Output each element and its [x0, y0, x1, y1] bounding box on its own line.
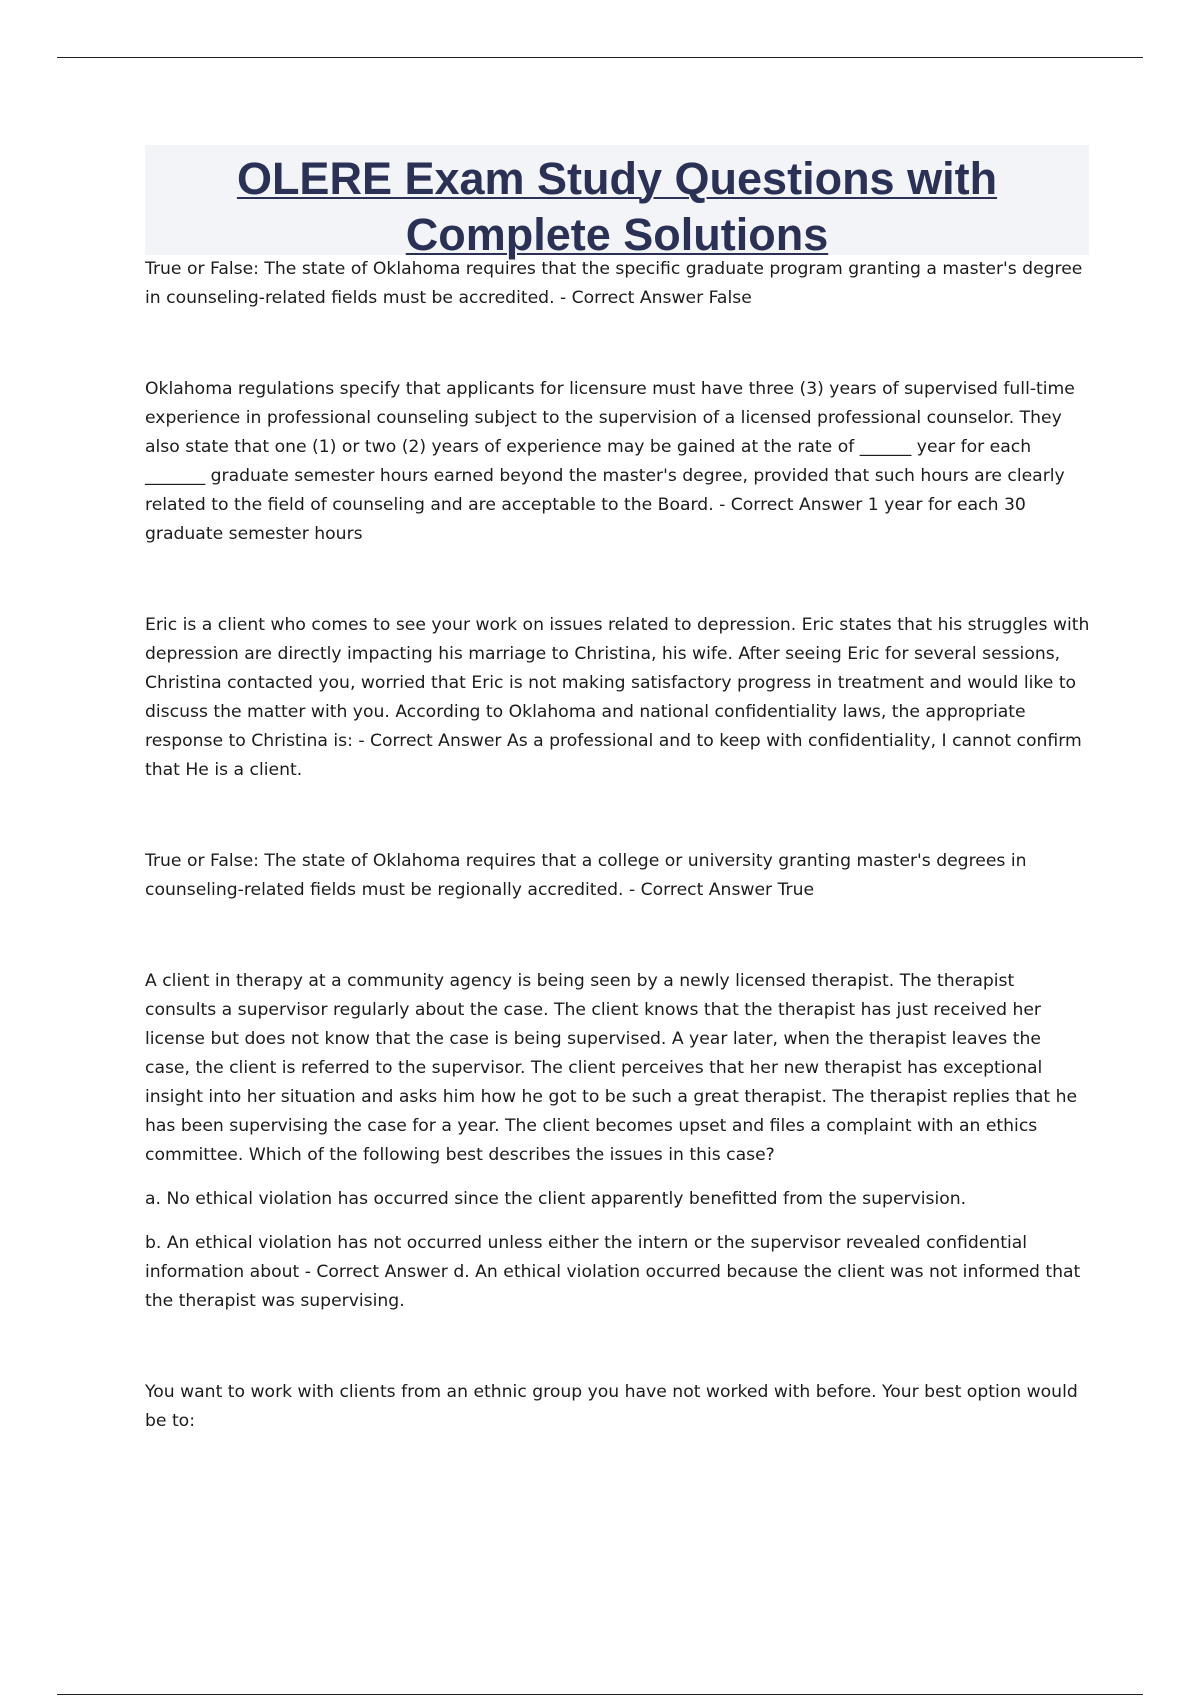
- question-6: You want to work with clients from an ethnic group you have not worked with before. Your best option would be to:: [145, 1382, 1078, 1431]
- question-5-option-a: a. No ethical violation has occurred since the client apparently benefitted from the supervision.: [145, 1189, 967, 1209]
- question-3: Eric is a client who comes to see your work on issues related to depression. Eric states that his struggles with depression are directly impacting his marriage to Christina, his wife. After seeing Eric for several sessions, Christina contacted you, worried that Eric is not making satisfactory progress in treatment and would like to discuss the matter with you. According to Oklahoma and national confidentiality laws, the appropriate response to Christina is: - Correct Answer As a professional and to keep with confidentiality, I cannot confirm that He is a client.: [145, 615, 1090, 780]
- title-banner: [145, 145, 1089, 260]
- question-5: A client in therapy at a community agency is being seen by a newly licensed therapist. The therapist consults a supervisor regularly about the case. The client knows that the therapist has just received her license but does not know that the case is being supervised. A year later, when the therapist leaves the case, the client is referred to the supervisor. The client perceives that her new therapist has exceptional insight into her situation and asks him how he got to be such a great therapist. The therapist replies that he has been supervising the case for a year. The client becomes upset and files a complaint with an ethics committee. Which of the following best describes the issues in this case?: [145, 971, 1078, 1165]
- question-1: True or False: The state of Oklahoma requires that the specific graduate program granting a master's degree in counseling-related fields must be accredited. - Correct Answer False: [145, 259, 1083, 308]
- top-rule: [57, 57, 1143, 58]
- question-5-option-b: b. An ethical violation has not occurred unless either the intern or the supervisor revealed confidential information about - Correct Answer d. An ethical violation occurred because the client was not informed that the therapist was supervising.: [145, 1233, 1081, 1311]
- bottom-rule: [57, 1694, 1143, 1695]
- document-body: [145, 255, 1090, 1436]
- question-4: True or False: The state of Oklahoma requires that a college or university granting master's degrees in counseling-related fields must be regionally accredited. - Correct Answer True: [145, 851, 1027, 900]
- page-title: OLERE Exam Study Questions with Complete Solutions: [236, 153, 998, 260]
- question-2: Oklahoma regulations specify that applicants for licensure must have three (3) years of supervised full-time experience in professional counseling subject to the supervision of a licensed professional counselor. They also state that one (1) or two (2) years of experience may be gained at the rate of ______ year for each _______ graduate semester hours earned beyond the master's degree, provided that such hours are clearly related to the field of counseling and are acceptable to the Board. - Correct Answer 1 year for each 30 graduate semester hours: [145, 379, 1075, 544]
